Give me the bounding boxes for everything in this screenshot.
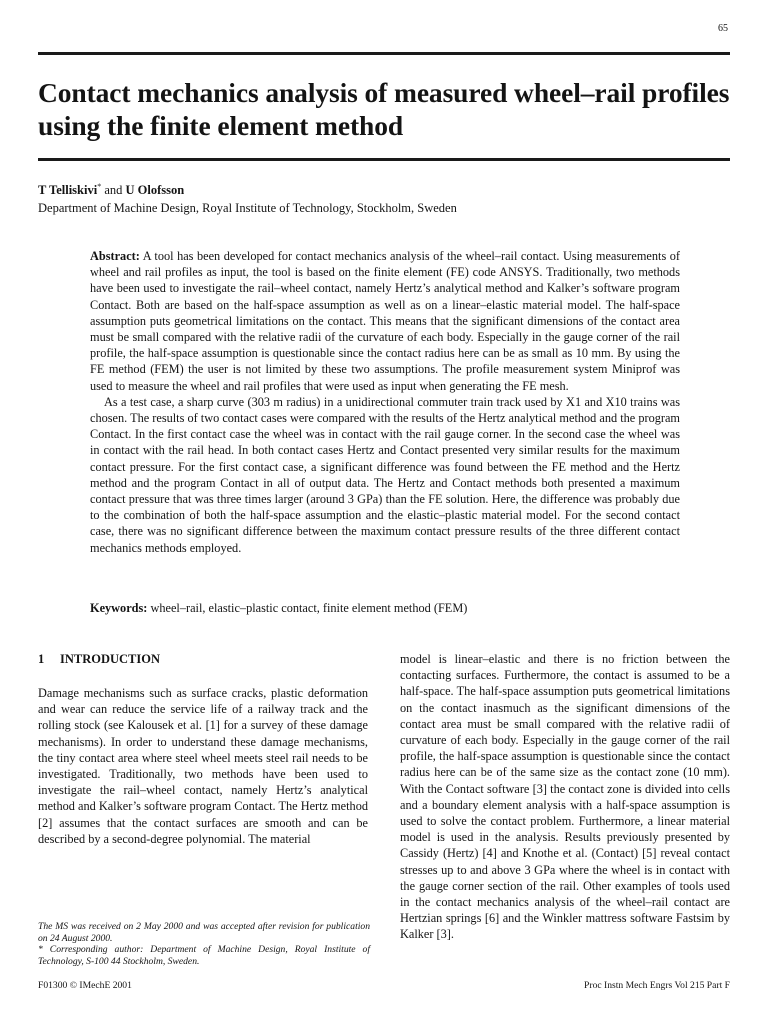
footer-copyright: F01300 © IMechE 2001 — [38, 980, 132, 991]
affiliation: Department of Machine Design, Royal Institute of Technology, Stockholm, Sweden — [38, 201, 457, 215]
keywords — [90, 600, 690, 616]
abstract — [90, 248, 680, 556]
footer-journal: Proc Instn Mech Engrs Vol 215 Part F — [584, 980, 730, 991]
paper-title: Contact mechanics analysis of measured wheel–rail profiles using the finite element method — [38, 77, 730, 141]
section-title: INTRODUCTION — [60, 652, 161, 666]
left-column — [38, 651, 368, 847]
abstract-text-1: A tool has been developed for contact mechanics analysis of the wheel–rail contact. Using measurements of wheel and rail profiles as input, the tool is based on the finite element (FE) code ANSYS. Traditionally, two methods have been used to investigate the rail–wheel contact, namely Hertz’s analytical method and Kalker’s software program Contact. Both are based on the half-space assumption as well as on a linear–elastic material model. The half-space assumption puts geometrical limitations on the contact. This means that the significant dimensions of the contact area must be small compared with the relative radii of the curvature of each body. Especially in the gauge corner of the rail profile, the half-space assumption is questionable since the contact radius here can be as small as 10 mm. By using the FE method (FEM) the user is not limited by these two assumptions. The profile measurement system Miniprof was used to measure the wheel and rail profiles that were used as input when generating the FE mesh. — [90, 249, 680, 393]
author-1: T Telliskivi — [38, 183, 98, 197]
authors — [38, 182, 184, 199]
author-conjunction: and — [101, 183, 126, 197]
title-rule — [38, 158, 730, 161]
section-heading — [38, 651, 368, 667]
section-number: 1 — [38, 652, 45, 666]
right-column — [400, 651, 730, 943]
keywords-label: Keywords: — [90, 601, 148, 615]
top-rule — [38, 52, 730, 55]
footnote-corresponding: * Corresponding author: Department of Machine Design, Royal Institute of Technology, S-100 44 Stockholm, Sweden. — [38, 944, 370, 967]
author-2: U Olofsson — [125, 183, 185, 197]
intro-right-text: model is linear–elastic and there is no friction between the contacting surfaces. Furthermore, the contact is assumed to be a half-space. The half-space assumption puts geometrical limitations on the contact inasmuch as the significant dimensions of the contact area must be small compared with the relative radii of curvature of each body. Especially in the gauge corner of the rail profile, the half-space assumption is questionable since the contact radius here can be of the same size as the contact zone (10 mm). With the Contact software [3] the contact zone is divided into cells and a boundary element analysis with a half-space assumption is used to solve the contact problem. Furthermore, a linear material model is used in the analysis. Results previously presented by Cassidy (Hertz) [4] and Knothe et al. (Contact) [5] reveal contact stresses up to and above 3 GPa where the wheel is in contact with the gauge corner section of the rail. Other examples of tools used in the contact mechanics analysis of the wheel–rail contact are Hertzian springs [6] and the Winkler mattress software Fastsim by Kalker [3]. — [400, 652, 730, 942]
footnote-received: The MS was received on 2 May 2000 and was accepted after revision for publication on 24 August 2000. — [38, 921, 370, 944]
abstract-paragraph-1 — [90, 248, 680, 394]
corresponding-author-mark: * — [97, 181, 102, 191]
keywords-text: wheel–rail, elastic–plastic contact, finite element method (FEM) — [147, 601, 468, 615]
page-number: 65 — [718, 23, 728, 34]
footnote — [38, 921, 370, 967]
intro-left-text: Damage mechanisms such as surface cracks, plastic deformation and wear can reduce the service life of a railway track and the rolling stock (see Kalousek et al. [1] for a survey of these damage mechanisms). In order to understand these damage mechanisms, the tiny contact area where steel wheel meets steel rail needs to be investigated. Traditionally, two methods have been used to investigate the rail–wheel contact, namely Hertz’s analytical method and Kalker’s software program Contact. The Hertz method [2] assumes that the contact surfaces are smooth and can be described by a second-degree polynomial. The material — [38, 686, 368, 846]
abstract-paragraph-2: As a test case, a sharp curve (303 m radius) in a unidirectional commuter train track used by X1 and X10 trains was chosen. The results of two contact cases were compared with the results of the Hertz analytical method and the program Contact. In the first contact case the wheel was in contact with the rail gauge corner. In the second case the wheel was in contact with the rail head. In both contact cases Hertz and Contact presented very similar results for the maximum contact pressure. For the first contact case, a significant difference was found between the FE method and the Hertz method and the program Contact in all of output data. The Hertz and Contact methods both presented a maximum contact pressure that was three times larger (around 3 GPa) than the FE solution. Here, the difference was probably due to the combination of both the half-space assumption and the elastic–plastic material model. For the second contact case, there was no significant difference between the maximum contact pressure results of the three different contact mechanics methods employed. — [90, 394, 680, 555]
abstract-label: Abstract: — [90, 249, 140, 263]
